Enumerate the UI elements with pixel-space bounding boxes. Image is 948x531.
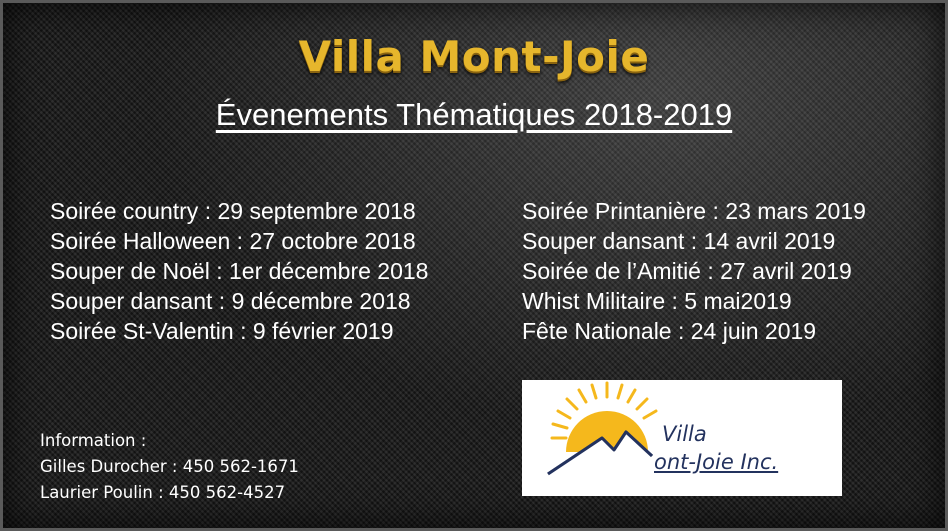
- event-item: Soirée country : 29 septembre 2018: [50, 198, 416, 224]
- contact-info: [40, 428, 299, 506]
- villa-logo: [522, 380, 842, 496]
- event-item: Soirée Printanière : 23 mars 2019: [522, 198, 866, 224]
- event-item: Soirée Halloween : 27 octobre 2018: [50, 228, 416, 254]
- logo-text-line2: ont-Joie Inc.: [654, 450, 779, 474]
- events-list-left: [50, 196, 428, 346]
- event-item: Souper de Noël : 1er décembre 2018: [50, 258, 429, 284]
- event-item: Soirée de l’Amitié : 27 avril 2019: [522, 258, 852, 284]
- event-item: Souper dansant : 9 décembre 2018: [50, 288, 411, 314]
- contact-line: Laurier Poulin : 450 562-4527: [40, 483, 286, 502]
- event-item: Souper dansant : 14 avril 2019: [522, 228, 836, 254]
- event-item: Soirée St-Valentin : 9 février 2019: [50, 318, 394, 344]
- logo-text-line1: Villa: [662, 422, 707, 446]
- page-title: Villa Mont-Joie: [298, 32, 650, 81]
- events-list-right: [522, 196, 866, 346]
- page-subtitle: Évenements Thématiques 2018-2019: [215, 97, 733, 132]
- event-item: Whist Militaire : 5 mai2019: [522, 288, 792, 314]
- contact-heading: Information :: [40, 431, 147, 450]
- contact-line: Gilles Durocher : 450 562-1671: [40, 457, 299, 476]
- event-item: Fête Nationale : 24 juin 2019: [522, 318, 817, 344]
